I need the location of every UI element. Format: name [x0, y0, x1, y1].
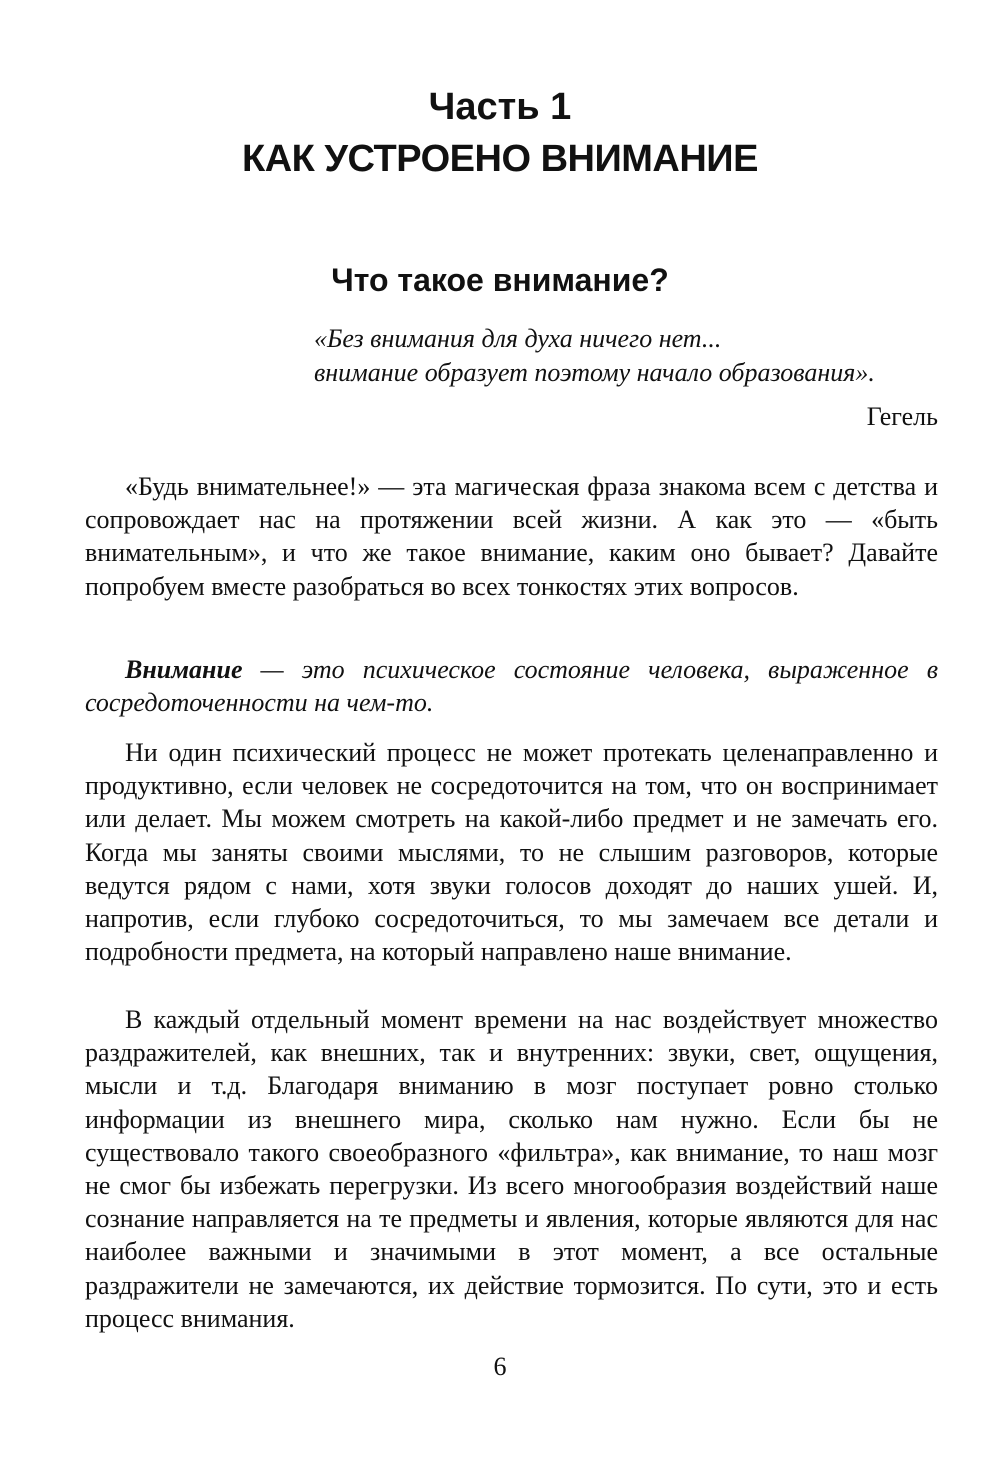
paragraph-intro: «Будь внимательнее!» — эта магическая фраза знакома всем с детства и сопровождает нас на протяжении всей жизни. А как это — «быть внимательным», и что же такое внимание, каким оно бывает? Давайте попробуем вместе разобраться во всех тонкостях этих вопросов. — [85, 472, 938, 601]
section-title: Что такое внимание? — [331, 262, 669, 298]
definition-paragraph — [85, 653, 938, 719]
paragraph-filter: В каждый отдельный момент времени на нас воздействует множество раздражителей, как внешних, так и внутренних: звуки, свет, ощущения, мысли и т.д. Благодаря вниманию в мозг поступает ровно столько информации из внешнего мира, сколько нам нужно. Если бы не существовало такого своеобразного «фильтра», как внимание, то наш мозг не смог бы избежать перегрузки. Из всего многообразия воздействий наше сознание направляется на те предметы и явления, которые являются для нас наиболее важными и значимыми в этот момент, а все остальные раздражители не замечаются, их действие тормозится. По сути, это и есть процесс внимания. — [85, 1005, 938, 1333]
paragraph-focus: Ни один психический процесс не может протекать целенаправленно и продуктивно, если человек не сосредоточится на том, что он воспринимает или делает. Мы можем смотреть на какой-либо предмет и не замечать его. Когда мы заняты своими мыслями, то не слышим разговоров, которые ведутся рядом с нами, хотя звуки голосов доходят до наших ушей. И, напротив, если глубоко сосредоточиться, то мы замечаем все детали и подробности предмета, на который направлено наше внимание. — [85, 738, 938, 967]
epigraph-line-1: «Без внимания для духа ничего нет... — [314, 324, 722, 353]
page-number: 6 — [493, 1352, 507, 1381]
epigraph-author: Гегель — [866, 402, 938, 431]
epigraph-line-2: внимание образует поэтому начало образования». — [314, 358, 875, 387]
definition-text: — это психическое состояние человека, выраженное в сосредоточенности на чем-то. — [85, 655, 938, 718]
part-label: Часть 1 — [428, 86, 572, 128]
definition-term: Внимание — [125, 655, 243, 684]
epigraph — [314, 322, 940, 390]
part-title: КАК УСТРОЕНО ВНИМАНИЕ — [242, 138, 758, 180]
